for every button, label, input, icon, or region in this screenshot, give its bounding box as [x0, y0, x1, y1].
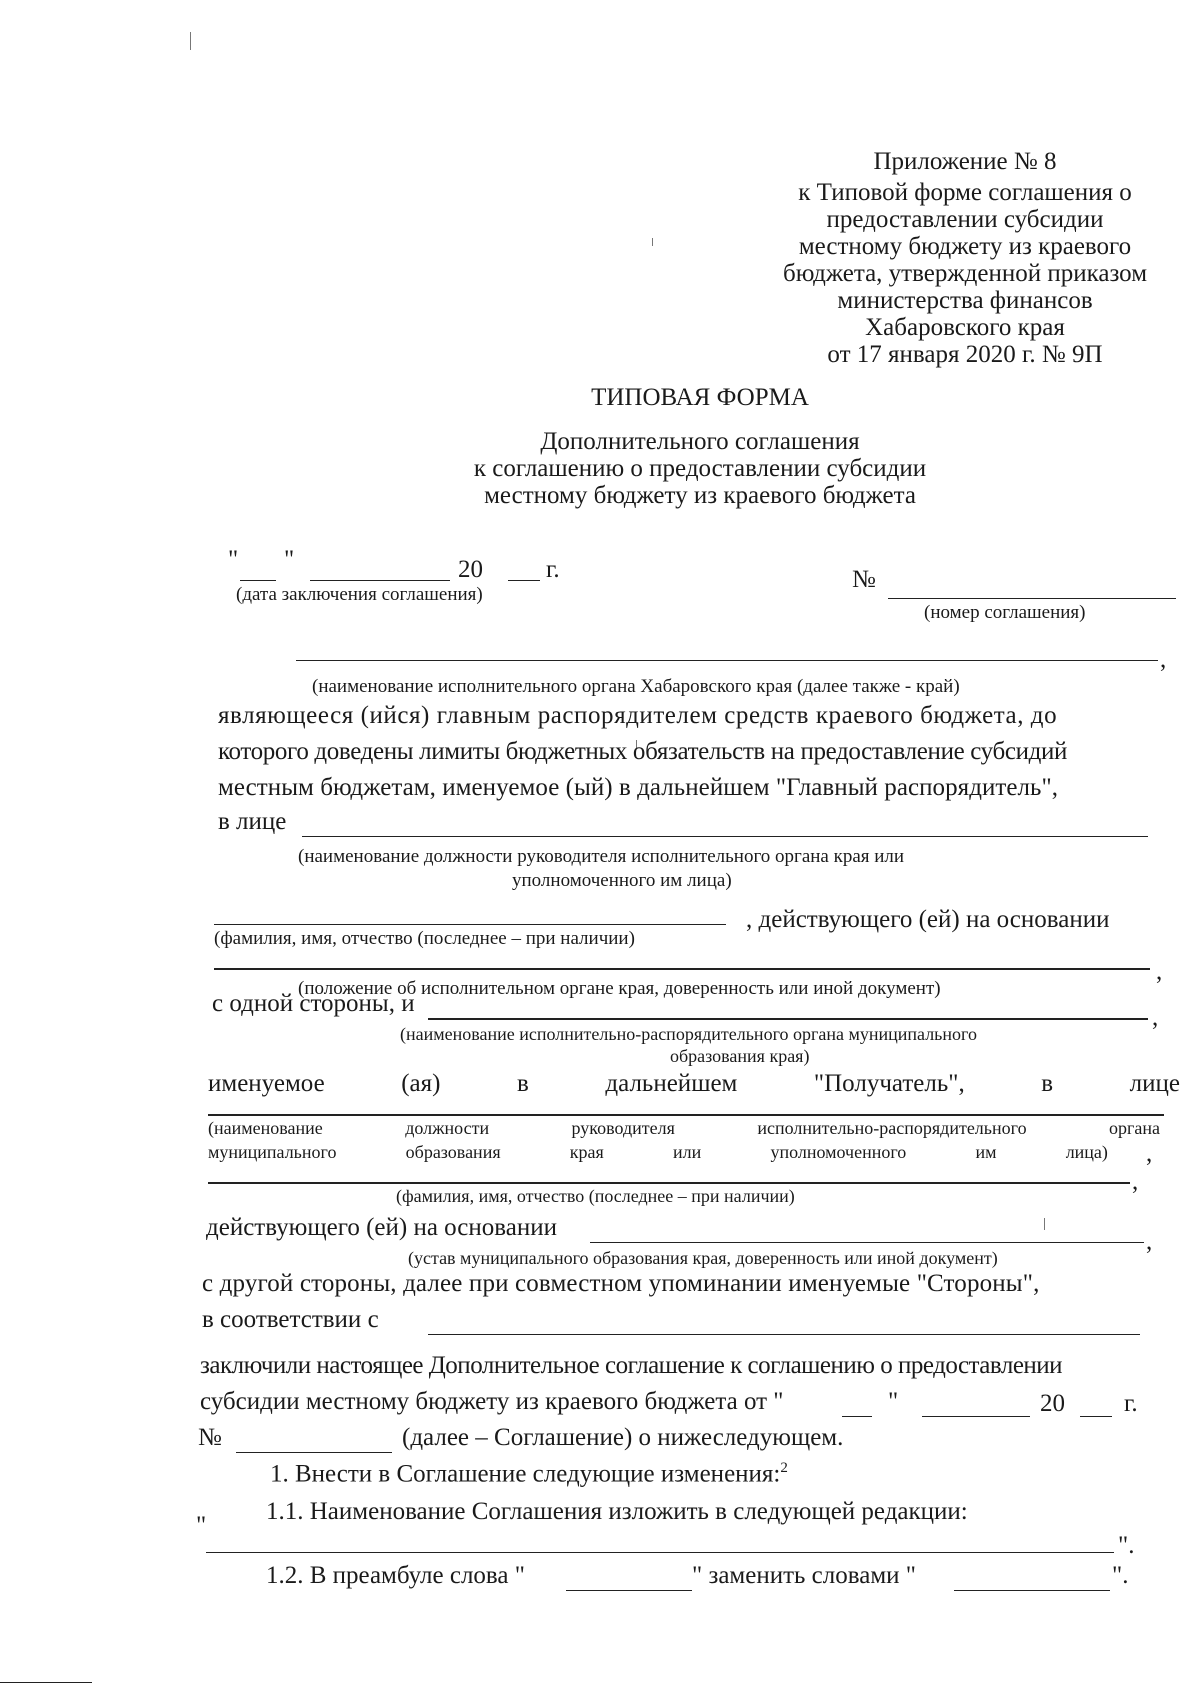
item-1 — [270, 1460, 788, 1488]
municipal-caption: (наименование исполнительно-распорядительного органа муниципального — [400, 1024, 977, 1044]
fio-caption: (фамилия, имя, отчество (последнее – при наличии) — [214, 928, 635, 949]
word: органа — [1109, 1118, 1160, 1138]
fio-caption: (фамилия, имя, отчество (последнее – при наличии) — [396, 1186, 795, 1206]
footnote-ref: 2 — [780, 1460, 788, 1476]
date-caption: (дата заключения соглашения) — [236, 584, 483, 605]
quote-end: ". — [1118, 1532, 1135, 1559]
word: (ая) — [401, 1070, 441, 1097]
word: или — [673, 1142, 702, 1162]
comma: , — [1152, 1004, 1159, 1031]
paragraph-text: которого доведены лимиты бюджетных обязательств на предоставление субсидий — [218, 738, 1068, 765]
year-prefix: 20 — [1040, 1390, 1065, 1417]
annex-line: местному бюджету из краевого — [798, 233, 1132, 260]
paragraph-text: в соответствии с — [202, 1306, 379, 1333]
quote-end: ". — [1112, 1562, 1129, 1589]
quote-close: " — [284, 546, 295, 573]
word: образования — [405, 1142, 501, 1162]
year-blank — [1080, 1416, 1112, 1417]
head-caption: уполномоченного им лица) — [512, 870, 732, 891]
number-sign: № — [198, 1424, 222, 1451]
quote-close: " — [888, 1388, 899, 1415]
word: лица) — [1065, 1142, 1108, 1162]
annex-line: Приложение № 8 — [873, 148, 1057, 175]
comma: , — [1132, 1168, 1139, 1195]
comma: , — [1160, 646, 1167, 673]
day-blank — [842, 1416, 872, 1417]
number-caption: (номер соглашения) — [924, 602, 1086, 623]
word: "Получатель", — [813, 1070, 965, 1097]
recipient-head-blank — [208, 1114, 1164, 1116]
item-1-2: 1.2. В преамбуле слова " — [266, 1562, 525, 1589]
annex-line: министерства финансов — [837, 287, 1093, 314]
named-row — [208, 1070, 1180, 1098]
paragraph-line — [218, 702, 1178, 730]
organ-caption: (наименование исполнительного органа Хабаровского края (далее также - край) — [312, 676, 960, 697]
municipal-organ-blank — [428, 1018, 1148, 1020]
regulation-blank — [214, 968, 1150, 970]
recipient-head-caption-2 — [208, 1142, 1108, 1163]
agreement-number-blank — [888, 598, 1176, 599]
document-subtitle: к соглашению о предоставлении субсидии — [473, 455, 927, 482]
comma: , — [1146, 1140, 1153, 1167]
acting-on-text: , действующего (ей) на основании — [746, 906, 1110, 933]
charter-caption: (устав муниципального образования края, доверенность или иной документ) — [408, 1248, 998, 1268]
word: дальнейшем — [605, 1070, 738, 1097]
paragraph-text: с другой стороны, далее при совместном упоминании именуемые "Стороны", — [202, 1270, 1040, 1297]
year-suffix: г. — [1124, 1390, 1138, 1417]
month-blank — [310, 580, 450, 581]
fio-blank — [208, 1182, 1130, 1184]
old-words-blank — [566, 1590, 692, 1591]
annex-header — [740, 148, 1190, 368]
recipient-head-caption-1 — [208, 1118, 1160, 1139]
word: (наименование — [208, 1118, 323, 1138]
annex-line: бюджета, утвержденной приказом — [782, 260, 1148, 287]
quote-open: " — [228, 546, 239, 573]
word: именуемое — [208, 1070, 325, 1097]
comma: , — [1156, 958, 1163, 985]
word: в — [517, 1070, 529, 1097]
paragraph-text: в лице — [218, 808, 287, 835]
scan-artifact — [1044, 1218, 1045, 1230]
document-subtitle: местному бюджету из краевого бюджета — [484, 482, 916, 509]
day-blank — [240, 580, 276, 581]
word: должности — [405, 1118, 490, 1138]
new-words-blank — [954, 1590, 1110, 1591]
scan-artifact — [652, 238, 653, 246]
number-sign: № — [852, 566, 876, 593]
document-title: ТИПОВАЯ ФОРМА — [591, 384, 809, 411]
word: края — [569, 1142, 604, 1162]
agreement-number-blank — [236, 1452, 392, 1453]
paragraph-text: являющееся (ийся) главным распорядителем средств краевого бюджета, до — [218, 702, 1058, 729]
year-suffix: г. — [546, 556, 560, 583]
paragraph-text: заключили настоящее Дополнительное соглашение к соглашению о предоставлении — [200, 1352, 1063, 1379]
document-subtitle: Дополнительного соглашения — [540, 428, 860, 455]
accordance-blank — [428, 1334, 1140, 1335]
acting-on-text: действующего (ей) на основании — [206, 1214, 557, 1241]
annex-line: к Типовой форме соглашения о — [798, 179, 1132, 206]
item-1-text: 1. Внести в Соглашение следующие изменения: — [270, 1460, 781, 1488]
word: в — [1041, 1070, 1054, 1097]
annex-line: предоставлении субсидии — [826, 206, 1104, 233]
one-side-text: с одной стороны, и — [212, 990, 415, 1017]
quote-open: " — [196, 1512, 207, 1539]
comma: , — [1146, 1228, 1153, 1255]
head-position-blank — [302, 836, 1148, 837]
scan-artifact — [190, 32, 191, 50]
year-blank — [508, 580, 540, 581]
paragraph-text: местным бюджетам, именуемое (ый) в дальнейшем "Главный распорядитель", — [218, 774, 1059, 801]
annex-line: от 17 января 2020 г. № 9П — [827, 341, 1103, 368]
word: уполномоченного — [770, 1142, 907, 1162]
word: им — [975, 1142, 997, 1162]
organ-name-blank — [296, 660, 1158, 661]
annex-line: Хабаровского края — [865, 314, 1065, 341]
word: исполнительно-распорядительного — [757, 1118, 1027, 1138]
new-title-blank — [206, 1552, 1114, 1553]
paragraph-text: субсидии местному бюджету из краевого бюджета от " — [200, 1388, 784, 1415]
head-caption: (наименование должности руководителя исполнительного органа края или — [298, 846, 905, 867]
footnote-separator — [0, 1682, 92, 1683]
regulation-caption: (положение об исполнительном органе края, доверенность или иной документ) — [298, 978, 941, 999]
word: муниципального — [208, 1142, 337, 1162]
item-1-2: " заменить словами " — [692, 1562, 916, 1589]
item-1-1: 1.1. Наименование Соглашения изложить в следующей редакции: — [266, 1498, 968, 1525]
paragraph-text: (далее – Соглашение) о нижеследующем. — [402, 1424, 844, 1451]
word: руководителя — [571, 1118, 675, 1138]
word: лице — [1129, 1070, 1180, 1097]
fio-blank — [214, 924, 726, 925]
charter-blank — [590, 1242, 1144, 1243]
municipal-caption: образования края) — [670, 1046, 810, 1066]
year-prefix: 20 — [458, 556, 483, 583]
document-title-block — [420, 384, 980, 509]
month-blank — [922, 1416, 1030, 1417]
